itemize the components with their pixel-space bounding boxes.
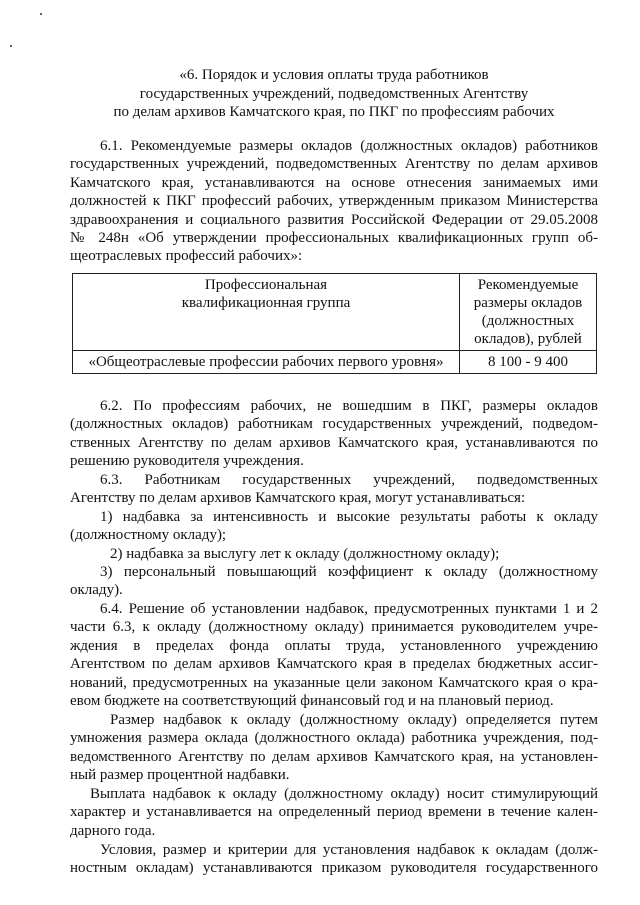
- scan-speck: [10, 45, 12, 47]
- text-line: Агентству по делам архивов Камчатского края, могут устанавливаться:: [70, 490, 526, 507]
- header-group-cell: Профессиональная квалификационная группа: [73, 274, 460, 351]
- text-line: решению руководителя учреждения.: [70, 453, 304, 470]
- text-line: 3) персональный повышающий коэффициент к окладу (должностному: [100, 563, 598, 580]
- paragraph-6-4: [70, 600, 598, 710]
- text-line: Агентством по делам архивов Камчатского края в пределах бюджетных ассиг-: [70, 656, 598, 673]
- paragraph-6-2: [70, 397, 598, 471]
- scan-speck: [40, 13, 42, 15]
- text-line: характер и устанавливается на определенный период времени в течение кален-: [70, 804, 598, 821]
- text-line: окладу).: [70, 582, 123, 599]
- paragraph-6-3: [70, 471, 598, 600]
- text-line: должностей к ПКГ профессий рабочих, утвержденным приказом Министерства: [70, 193, 598, 210]
- text-line: евом бюджете на соответствующий финансовый год и на плановый период.: [70, 692, 554, 709]
- text-line: ностным окладам) устанавливаются приказом руководителя государственного: [70, 860, 598, 877]
- title-line: «6. Порядок и условия оплаты труда работников: [179, 67, 489, 83]
- text-line: ждения в пределах фонда оплаты труда, установленного учреждению: [70, 637, 598, 654]
- text-line: Камчатского края, устанавливаются на основе отнесения занимаемых ими: [70, 174, 598, 191]
- text-line: 6.1. Рекомендуемые размеры окладов (должностных окладов) работников: [100, 138, 598, 154]
- salary-table: [72, 273, 597, 374]
- title-line: государственных учреждений, подведомственных Агентству: [139, 85, 529, 102]
- text-line: 6.4. Решение об установлении надбавок, предусмотренных пунктами 1 и 2: [100, 601, 598, 617]
- text-line: 2) надбавка за выслугу лет к окладу (должностному окладу);: [110, 545, 500, 562]
- header-salary-cell: Рекомендуемые размеры окладов (должностных окладов), рублей: [460, 274, 597, 351]
- text-line: 6.3. Работникам государственных учреждений, подведомственных: [100, 472, 598, 488]
- text-line: ственных Агентству по делам архивов Камчатского края, устанавливаются по: [70, 434, 598, 451]
- paragraph-6-4-conditions: [70, 841, 598, 878]
- paragraph-6-4-payment: [70, 785, 598, 840]
- text-line: государственных учреждений, подведомственных Агентству по делам архивов: [70, 156, 598, 173]
- salary-range-cell: 8 100 - 9 400: [460, 351, 597, 374]
- paragraph-6-1: [70, 137, 598, 266]
- text-line: Условия, размер и критерии для установления надбавок к окладам (долж-: [100, 842, 598, 858]
- group-name-cell: «Общеотраслевые профессии рабочих первого уровня»: [73, 351, 460, 374]
- text-line: (должностных окладов) работникам государственных учреждений, подведом-: [70, 416, 598, 433]
- text-line: здравоохранения и социального развития Российской Федерации от 29.05.2008: [70, 211, 598, 228]
- text-line: Размер надбавок к окладу (должностному окладу) определяется путем: [110, 712, 598, 728]
- text-line: дарного года.: [70, 822, 156, 839]
- text-line: умножения размера оклада (должностного оклада) работника учреждения, под-: [70, 730, 598, 747]
- text-line: (должностному окладу);: [70, 527, 227, 544]
- text-line: ный размер процентной надбавки.: [70, 767, 290, 784]
- table-header-row: [73, 274, 597, 351]
- text-line: № 248н «Об утверждении профессиональных квалификационных групп об-: [70, 229, 598, 246]
- text-line: Выплата надбавок к окладу (должностному окладу) носит стимулирующий: [90, 786, 598, 802]
- paragraph-6-4-size: [70, 711, 598, 785]
- section-title: [70, 66, 598, 122]
- text-line: 1) надбавка за интенсивность и высокие результаты работы к окладу: [100, 508, 598, 525]
- text-line: щеотраслевых профессий рабочих»:: [70, 248, 303, 265]
- title-line: по делам архивов Камчатского края, по ПКГ по профессиям рабочих: [113, 104, 555, 120]
- table-row: [73, 351, 597, 374]
- text-line: ведомственного Агентству по делам архивов Камчатского края, на установлен-: [70, 748, 598, 765]
- text-line: 6.2. По профессиям рабочих, не вошедшим в ПКГ, размеры окладов: [100, 398, 598, 414]
- text-line: части 6.3, к окладу (должностному окладу) принимается руководителем учре-: [70, 619, 598, 636]
- text-line: нований, предусмотренных на указанные цели законом Камчатского края о кра-: [70, 674, 598, 691]
